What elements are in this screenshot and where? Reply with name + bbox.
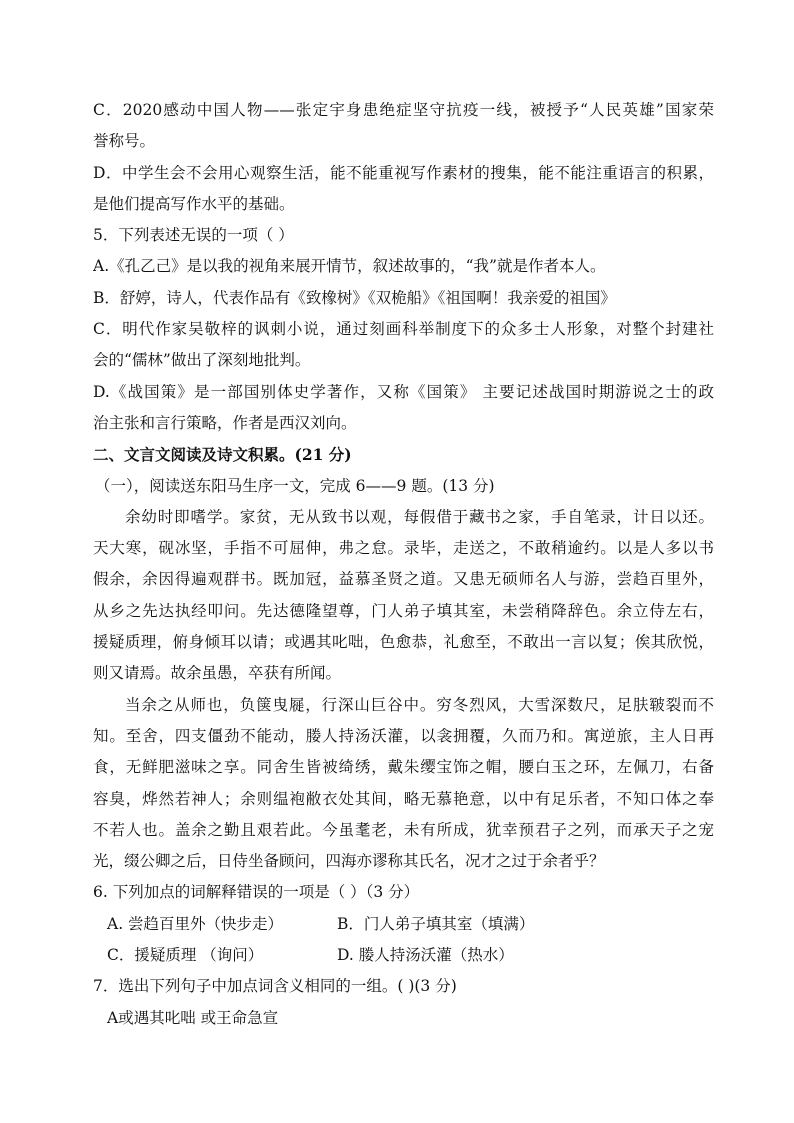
- q6-options-row1: [93, 909, 714, 940]
- q5-option-c-line1: C．明代作家吴敬梓的讽刺小说，通过刻画科举制度下的众多士人形象，对整个封建社: [93, 320, 714, 339]
- passage-p2-line: 光，缀公卿之后，日侍坐备顾问，四海亦谬称其氏名，况才之过于余者乎？: [93, 852, 605, 871]
- sub-section-heading: （一），阅读送东阳马生序一文，完成 6——9 题。(13 分): [95, 476, 495, 495]
- q7-option-a: A或遇其叱咄 或王命急宣: [107, 1008, 279, 1027]
- q4-option-c-line1: C．2020感动中国人物——张定宇身患绝症坚守抗疫一线，被授予“人民英雄”国家荣: [93, 101, 714, 119]
- q5-option-b: B．舒婷，诗人，代表作品有《致橡树》《双桅船》《祖国啊！我亲爱的祖国》: [93, 288, 616, 307]
- q5-option-a: A.《孔乙己》是以我的视角来展开情节，叙述故事的，“我”就是作者本人。: [93, 257, 606, 276]
- q7-stem: 7．选出下列句子中加点词含义相同的一组。( )(3 分): [93, 977, 457, 996]
- q6-options-row2: [93, 940, 714, 971]
- q6-option-c: C．援疑质理 （询问）: [107, 946, 264, 965]
- q5-option-d-line1: D.《战国策》是一部国别体史学著作，又称《国策》 主要记述战国时期游说之士的政: [93, 382, 714, 401]
- passage-p2-line: 知。至舍，四支僵劲不能动，媵人持汤沃灌，以衾拥覆，久而乃和。寓逆旅，主人日再: [93, 726, 714, 745]
- q6-option-d: D. 媵人持汤沃灌（热水）: [337, 946, 514, 965]
- passage-p2-line: 容臭，烨然若神人；余则缊袍敝衣处其间，略无慕艳意，以中有足乐者，不知口体之奉: [93, 789, 714, 808]
- passage-p2-line: 食，无鲜肥滋味之享。同舍生皆被绮绣，戴朱缨宝饰之帽，腰白玉之环，左佩刀，右备: [93, 758, 714, 777]
- q4-option-c-line2: 誉称号。: [93, 132, 156, 151]
- passage-p1-line: 天大寒，砚冰坚，手指不可屈伸，弗之怠。录毕，走送之，不敢稍逾约。以是人多以书: [93, 539, 714, 558]
- passage-p2-line: 不若人也。盖余之勤且艰若此。今虽耄老，未有所成，犹幸预君子之列，而承天子之宠: [93, 820, 714, 839]
- passage-p1-line: 则又请焉。故余虽愚，卒获有所闻。: [93, 664, 342, 683]
- q5-option-c-line2: 会的“儒林”做出了深刻地批判。: [93, 351, 311, 370]
- passage-p1-line: 援疑质理，俯身倾耳以请；或遇其叱咄，色愈恭，礼愈至，不敢出一言以复；俟其欣悦，: [93, 633, 714, 652]
- passage-p2-line: 当余之从师也，负箧曳屣，行深山巨谷中。穷冬烈风，大雪深数尺，足肤皲裂而不: [125, 695, 714, 714]
- q6-stem: 6. 下列加点的词解释错误的一项是（ ）（3 分）: [93, 883, 420, 902]
- q5-option-d-line2: 治主张和言行策略，作者是西汉刘向。: [93, 413, 357, 432]
- passage-p1-line: 余幼时即嗜学。家贫，无从致书以观，每假借于藏书之家，手自笔录，计日以还。: [125, 507, 714, 526]
- q6-option-a: A. 尝趋百里外（快步走）: [107, 914, 284, 933]
- q4-option-d-line1: D．中学生会不会用心观察生活，能不能重视写作素材的搜集，能不能注重语言的积累，: [93, 163, 714, 182]
- section-heading: 二、文言文阅读及诗文积累。(21 分): [93, 445, 352, 465]
- q5-stem: 5．下列表述无误的一项（ ）: [93, 226, 294, 245]
- passage-p1-line: 假余，余因得遍观群书。既加冠，益慕圣贤之道。又患无硕师名人与游，尝趋百里外，: [93, 570, 714, 589]
- q6-option-b: B．门人弟子填其室（填满）: [337, 914, 535, 933]
- passage-p1-line: 从乡之先达执经叩问。先达德隆望尊，门人弟子填其室，未尝稍降辞色。余立侍左右，: [93, 601, 714, 620]
- q4-option-d-line2: 是他们提高写作水平的基础。: [93, 194, 295, 213]
